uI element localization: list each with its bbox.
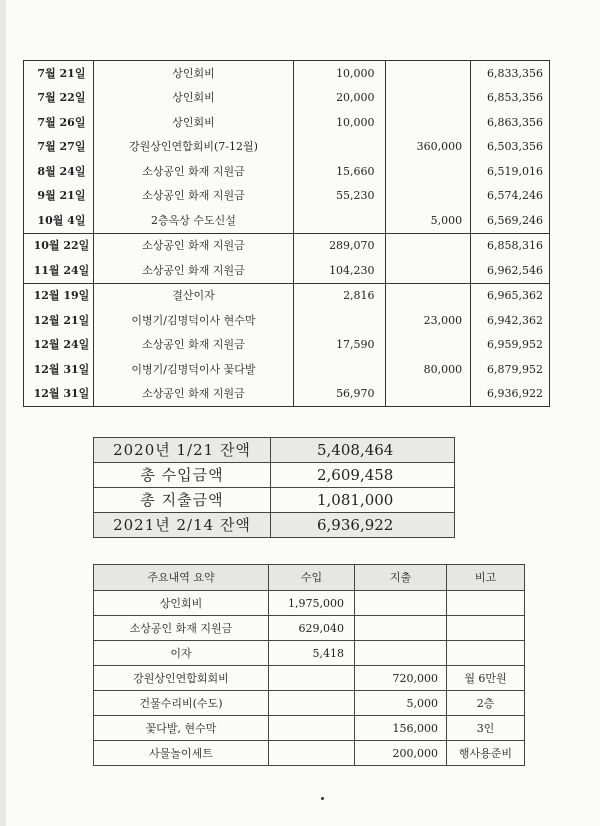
ledger-income: [294, 357, 386, 382]
ledger-date: 7월 21일: [24, 61, 94, 86]
summary-header-income: 수입: [269, 565, 355, 591]
page-edge: [0, 0, 6, 826]
ledger-expense: [385, 258, 471, 283]
summary-income: 5,418: [269, 641, 355, 666]
ledger-row: [24, 357, 550, 382]
summary-item: 강원상인연합회회비: [94, 666, 269, 691]
ledger-expense: [385, 61, 471, 86]
ledger-income: [294, 308, 386, 333]
summary-expense: 200,000: [355, 741, 447, 766]
balance-label: 총 지출금액: [94, 488, 271, 513]
ledger-date: 12월 21일: [24, 308, 94, 333]
ledger-date: 10월 4일: [24, 208, 94, 233]
ledger-description: 결산이자: [93, 283, 293, 308]
ledger-row: [24, 208, 550, 233]
ledger-income: 2,816: [294, 283, 386, 308]
summary-note: 2층: [447, 691, 525, 716]
ledger-balance: 6,858,316: [471, 233, 550, 258]
ledger-expense: [385, 86, 471, 111]
main-items-summary-table: [93, 564, 525, 766]
ledger-row: [24, 308, 550, 333]
ledger-description: 2층옥상 수도신설: [93, 208, 293, 233]
ledger-row: [24, 86, 550, 111]
ledger-balance: 6,942,362: [471, 308, 550, 333]
summary-item: 꽃다발, 현수막: [94, 716, 269, 741]
ledger-row: [24, 135, 550, 160]
balance-label: 2021년 2/14 잔액: [94, 513, 271, 538]
balance-row: [94, 463, 455, 488]
ledger-description: 소상공인 화재 지원금: [93, 233, 293, 258]
ledger-description: 상인회비: [93, 61, 293, 86]
summary-note: [447, 616, 525, 641]
summary-note: 행사용준비: [447, 741, 525, 766]
balance-label: 2020년 1/21 잔액: [94, 438, 271, 463]
balance-summary-table: [93, 437, 455, 538]
ledger-expense: [385, 382, 471, 407]
summary-income: 629,040: [269, 616, 355, 641]
ledger-description: 이병기/김명덕이사 현수막: [93, 308, 293, 333]
ledger-balance: 6,879,952: [471, 357, 550, 382]
ledger-income: 20,000: [294, 86, 386, 111]
ledger-row: [24, 184, 550, 209]
ledger-balance: 6,574,246: [471, 184, 550, 209]
ledger-income: [294, 208, 386, 233]
summary-row: [94, 666, 525, 691]
ledger-income: 10,000: [294, 110, 386, 135]
summary-header-note: 비고: [447, 565, 525, 591]
ledger-row: [24, 110, 550, 135]
ledger-table: [23, 60, 550, 407]
ledger-balance: 6,833,356: [471, 61, 550, 86]
ledger-date: 12월 31일: [24, 357, 94, 382]
ledger-balance: 6,959,952: [471, 333, 550, 358]
ledger-row: [24, 333, 550, 358]
ledger-date: 7월 26일: [24, 110, 94, 135]
summary-income: [269, 741, 355, 766]
ledger-income: 55,230: [294, 184, 386, 209]
ledger-expense: [385, 159, 471, 184]
ledger-date: 10월 22일: [24, 233, 94, 258]
ledger-date: 9월 21일: [24, 184, 94, 209]
summary-item: 사물놀이세트: [94, 741, 269, 766]
ledger-balance: 6,853,356: [471, 86, 550, 111]
ledger-row: [24, 159, 550, 184]
ledger-balance: 6,503,356: [471, 135, 550, 160]
summary-row: [94, 691, 525, 716]
ledger-income: 56,970: [294, 382, 386, 407]
balance-value: 6,936,922: [271, 513, 455, 538]
summary-expense: 5,000: [355, 691, 447, 716]
ledger-date: 12월 31일: [24, 382, 94, 407]
ledger-date: 8월 24일: [24, 159, 94, 184]
summary-expense: [355, 591, 447, 616]
ledger-date: 7월 22일: [24, 86, 94, 111]
summary-income: [269, 691, 355, 716]
ledger-description: 소상공인 화재 지원금: [93, 333, 293, 358]
balance-value: 5,408,464: [271, 438, 455, 463]
ledger-description: 이병기/김명덕이사 꽃다발: [93, 357, 293, 382]
balance-row: [94, 488, 455, 513]
balance-label: 총 수입금액: [94, 463, 271, 488]
balance-row: [94, 438, 455, 463]
summary-header-row: [94, 565, 525, 591]
balance-row: [94, 513, 455, 538]
balance-value: 2,609,458: [271, 463, 455, 488]
ledger-description: 소상공인 화재 지원금: [93, 184, 293, 209]
ledger-expense: [385, 184, 471, 209]
summary-row: [94, 716, 525, 741]
ledger-balance: 6,962,546: [471, 258, 550, 283]
summary-note: [447, 641, 525, 666]
ledger-description: 소상공인 화재 지원금: [93, 159, 293, 184]
summary-row: [94, 591, 525, 616]
summary-row: [94, 616, 525, 641]
ledger-description: 상인회비: [93, 110, 293, 135]
ledger-expense: [385, 233, 471, 258]
ledger-date: 7월 27일: [24, 135, 94, 160]
ledger-row: [24, 61, 550, 86]
ledger-expense: 360,000: [385, 135, 471, 160]
summary-expense: [355, 641, 447, 666]
summary-item: 소상공인 화재 지원금: [94, 616, 269, 641]
ledger-balance: 6,965,362: [471, 283, 550, 308]
ledger-expense: 80,000: [385, 357, 471, 382]
ledger-date: 12월 24일: [24, 333, 94, 358]
ledger-date: 11월 24일: [24, 258, 94, 283]
summary-row: [94, 641, 525, 666]
ledger-expense: [385, 283, 471, 308]
summary-row: [94, 741, 525, 766]
ledger-description: 소상공인 화재 지원금: [93, 258, 293, 283]
summary-income: [269, 716, 355, 741]
ledger-balance: 6,519,016: [471, 159, 550, 184]
summary-expense: 156,000: [355, 716, 447, 741]
ledger-expense: [385, 333, 471, 358]
summary-note: 월 6만원: [447, 666, 525, 691]
summary-header-expense: 지출: [355, 565, 447, 591]
summary-expense: [355, 616, 447, 641]
ledger-income: 17,590: [294, 333, 386, 358]
summary-item: 건물수리비(수도): [94, 691, 269, 716]
summary-header-item: 주요내역 요약: [94, 565, 269, 591]
summary-income: [269, 666, 355, 691]
ledger-income: [294, 135, 386, 160]
ledger-income: 10,000: [294, 61, 386, 86]
ledger-expense: 5,000: [385, 208, 471, 233]
ledger-description: 강원상인연합회비(7-12월): [93, 135, 293, 160]
summary-item: 이자: [94, 641, 269, 666]
summary-note: [447, 591, 525, 616]
ledger-row: [24, 258, 550, 283]
ledger-description: 소상공인 화재 지원금: [93, 382, 293, 407]
ledger-balance: 6,569,246: [471, 208, 550, 233]
summary-expense: 720,000: [355, 666, 447, 691]
ledger-expense: 23,000: [385, 308, 471, 333]
summary-note: 3인: [447, 716, 525, 741]
ledger-income: 289,070: [294, 233, 386, 258]
scan-speck: [321, 797, 324, 800]
summary-income: 1,975,000: [269, 591, 355, 616]
ledger-row: [24, 382, 550, 407]
ledger-income: 15,660: [294, 159, 386, 184]
ledger-expense: [385, 110, 471, 135]
balance-value: 1,081,000: [271, 488, 455, 513]
summary-item: 상인회비: [94, 591, 269, 616]
ledger-row: [24, 233, 550, 258]
ledger-balance: 6,863,356: [471, 110, 550, 135]
ledger-date: 12월 19일: [24, 283, 94, 308]
ledger-balance: 6,936,922: [471, 382, 550, 407]
ledger-row: [24, 283, 550, 308]
ledger-description: 상인회비: [93, 86, 293, 111]
ledger-income: 104,230: [294, 258, 386, 283]
